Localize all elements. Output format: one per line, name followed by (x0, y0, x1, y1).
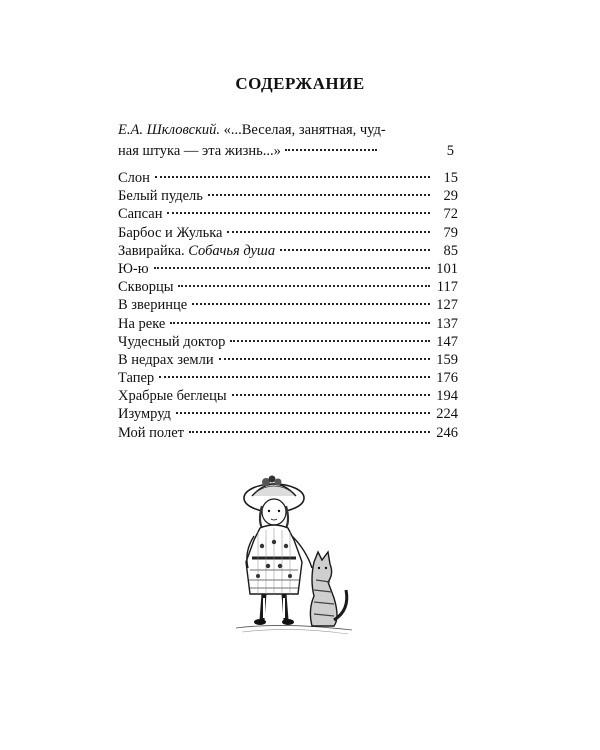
toc-entry-title-text: В зверинце (118, 297, 188, 314)
toc-entry-page-number: 224 (436, 406, 458, 423)
dot-leader (280, 249, 430, 251)
dot-leader (232, 394, 430, 396)
toc-entry-title (118, 243, 275, 260)
toc-entry-title-text: Барбос и Жулька (118, 224, 223, 241)
toc-entry-title-text: Сапсан (118, 206, 163, 223)
toc-entry-title-text: Мой полет (118, 424, 184, 441)
toc-entry-title (118, 388, 227, 405)
toc-entry-page-number: 176 (436, 370, 458, 387)
toc-entry-title (118, 352, 214, 369)
toc-entry-title-text: Храбрые беглецы (118, 388, 227, 405)
toc-entry-title (118, 188, 203, 205)
dot-leader (167, 212, 430, 214)
toc-entry-title-text: Изумруд (118, 406, 171, 423)
intro-line-1 (118, 120, 458, 141)
toc-entry-title (118, 334, 225, 351)
toc-entry-page-number: 79 (443, 224, 458, 241)
dot-leader (192, 303, 430, 305)
toc-entry-page-number: 29 (443, 188, 458, 205)
toc-entry-title (118, 170, 150, 187)
toc-entry-page-number: 117 (436, 279, 458, 296)
dot-leader (189, 431, 430, 433)
toc-entry[interactable] (118, 352, 458, 370)
dot-leader (208, 194, 430, 196)
toc-entry-title-text: Слон (118, 170, 150, 186)
toc-entry-title-text: Ю-ю (118, 260, 149, 277)
toc-entry-page-number: 147 (436, 333, 458, 350)
toc-entry-subtitle: Собачья душа (188, 242, 276, 259)
toc-entry[interactable] (118, 279, 458, 297)
dot-leader (227, 231, 430, 233)
toc-entry[interactable] (118, 297, 458, 315)
toc-entry[interactable] (118, 334, 458, 352)
intro-title-part-2: ная штука — эта жизнь...» (118, 143, 281, 159)
toc-entry[interactable] (118, 170, 458, 188)
intro-page-number: 5 (446, 143, 454, 159)
toc-entry-title-text: На реке (118, 315, 166, 332)
toc-entry-title-text: Завирайка. (118, 242, 185, 259)
toc-entry-page-number: 72 (443, 206, 458, 223)
toc-entry-title (118, 297, 187, 314)
toc-entry-page-number: 15 (443, 170, 458, 186)
toc-entry-title-text: В недрах земли (118, 351, 214, 368)
toc-entry-page-number: 137 (436, 315, 458, 332)
dot-leader (170, 322, 430, 324)
toc-entry-title (118, 406, 171, 423)
toc-entry[interactable] (118, 261, 458, 279)
toc-entry-title-text: Тапер (118, 370, 155, 387)
toc-entry-page-number: 194 (436, 388, 458, 405)
dot-leader (176, 412, 430, 414)
intro-title-part-1: «...Веселая, занятная, чуд- (223, 122, 386, 138)
toc-entry-page-number: 85 (443, 242, 458, 259)
toc-entry-title-text: Чудесный доктор (118, 333, 226, 350)
dot-leader (154, 267, 430, 269)
toc-entry-page-number: 246 (436, 424, 458, 441)
intro-line-2 (118, 141, 458, 162)
dot-leader (178, 285, 430, 287)
toc-entry[interactable] (118, 425, 458, 443)
table-of-contents (118, 170, 458, 443)
toc-entry[interactable] (118, 316, 458, 334)
toc-entry-page-number: 127 (436, 297, 458, 314)
toc-entry-page-number: 101 (436, 260, 458, 277)
toc-entry-page-number: 159 (436, 351, 458, 368)
dot-leader (219, 358, 430, 360)
girl-with-cat-engraving-icon (222, 470, 362, 650)
toc-entry-title (118, 370, 154, 387)
dot-leader (230, 340, 430, 342)
toc-entry[interactable] (118, 188, 458, 206)
toc-entry[interactable] (118, 206, 458, 224)
toc-entry[interactable] (118, 225, 458, 243)
toc-entry[interactable] (118, 406, 458, 424)
toc-entry-title (118, 279, 173, 296)
toc-entry[interactable] (118, 388, 458, 406)
toc-entry-title (118, 425, 184, 442)
toc-entry[interactable] (118, 370, 458, 388)
intro-author: Е.А. Шкловский. (118, 122, 220, 138)
toc-entry[interactable] (118, 243, 458, 261)
toc-entry-title (118, 316, 165, 333)
toc-intro-entry[interactable] (118, 120, 458, 162)
toc-entry-title-text: Скворцы (118, 279, 174, 296)
toc-entry-title (118, 225, 222, 242)
toc-entry-title (118, 206, 162, 223)
toc-entry-title (118, 261, 149, 278)
dot-leader (155, 176, 430, 178)
page-title: СОДЕРЖАНИЕ (235, 74, 365, 93)
dot-leader (159, 376, 430, 378)
dot-leader (285, 149, 377, 151)
toc-entry-title-text: Белый пудель (118, 188, 203, 205)
